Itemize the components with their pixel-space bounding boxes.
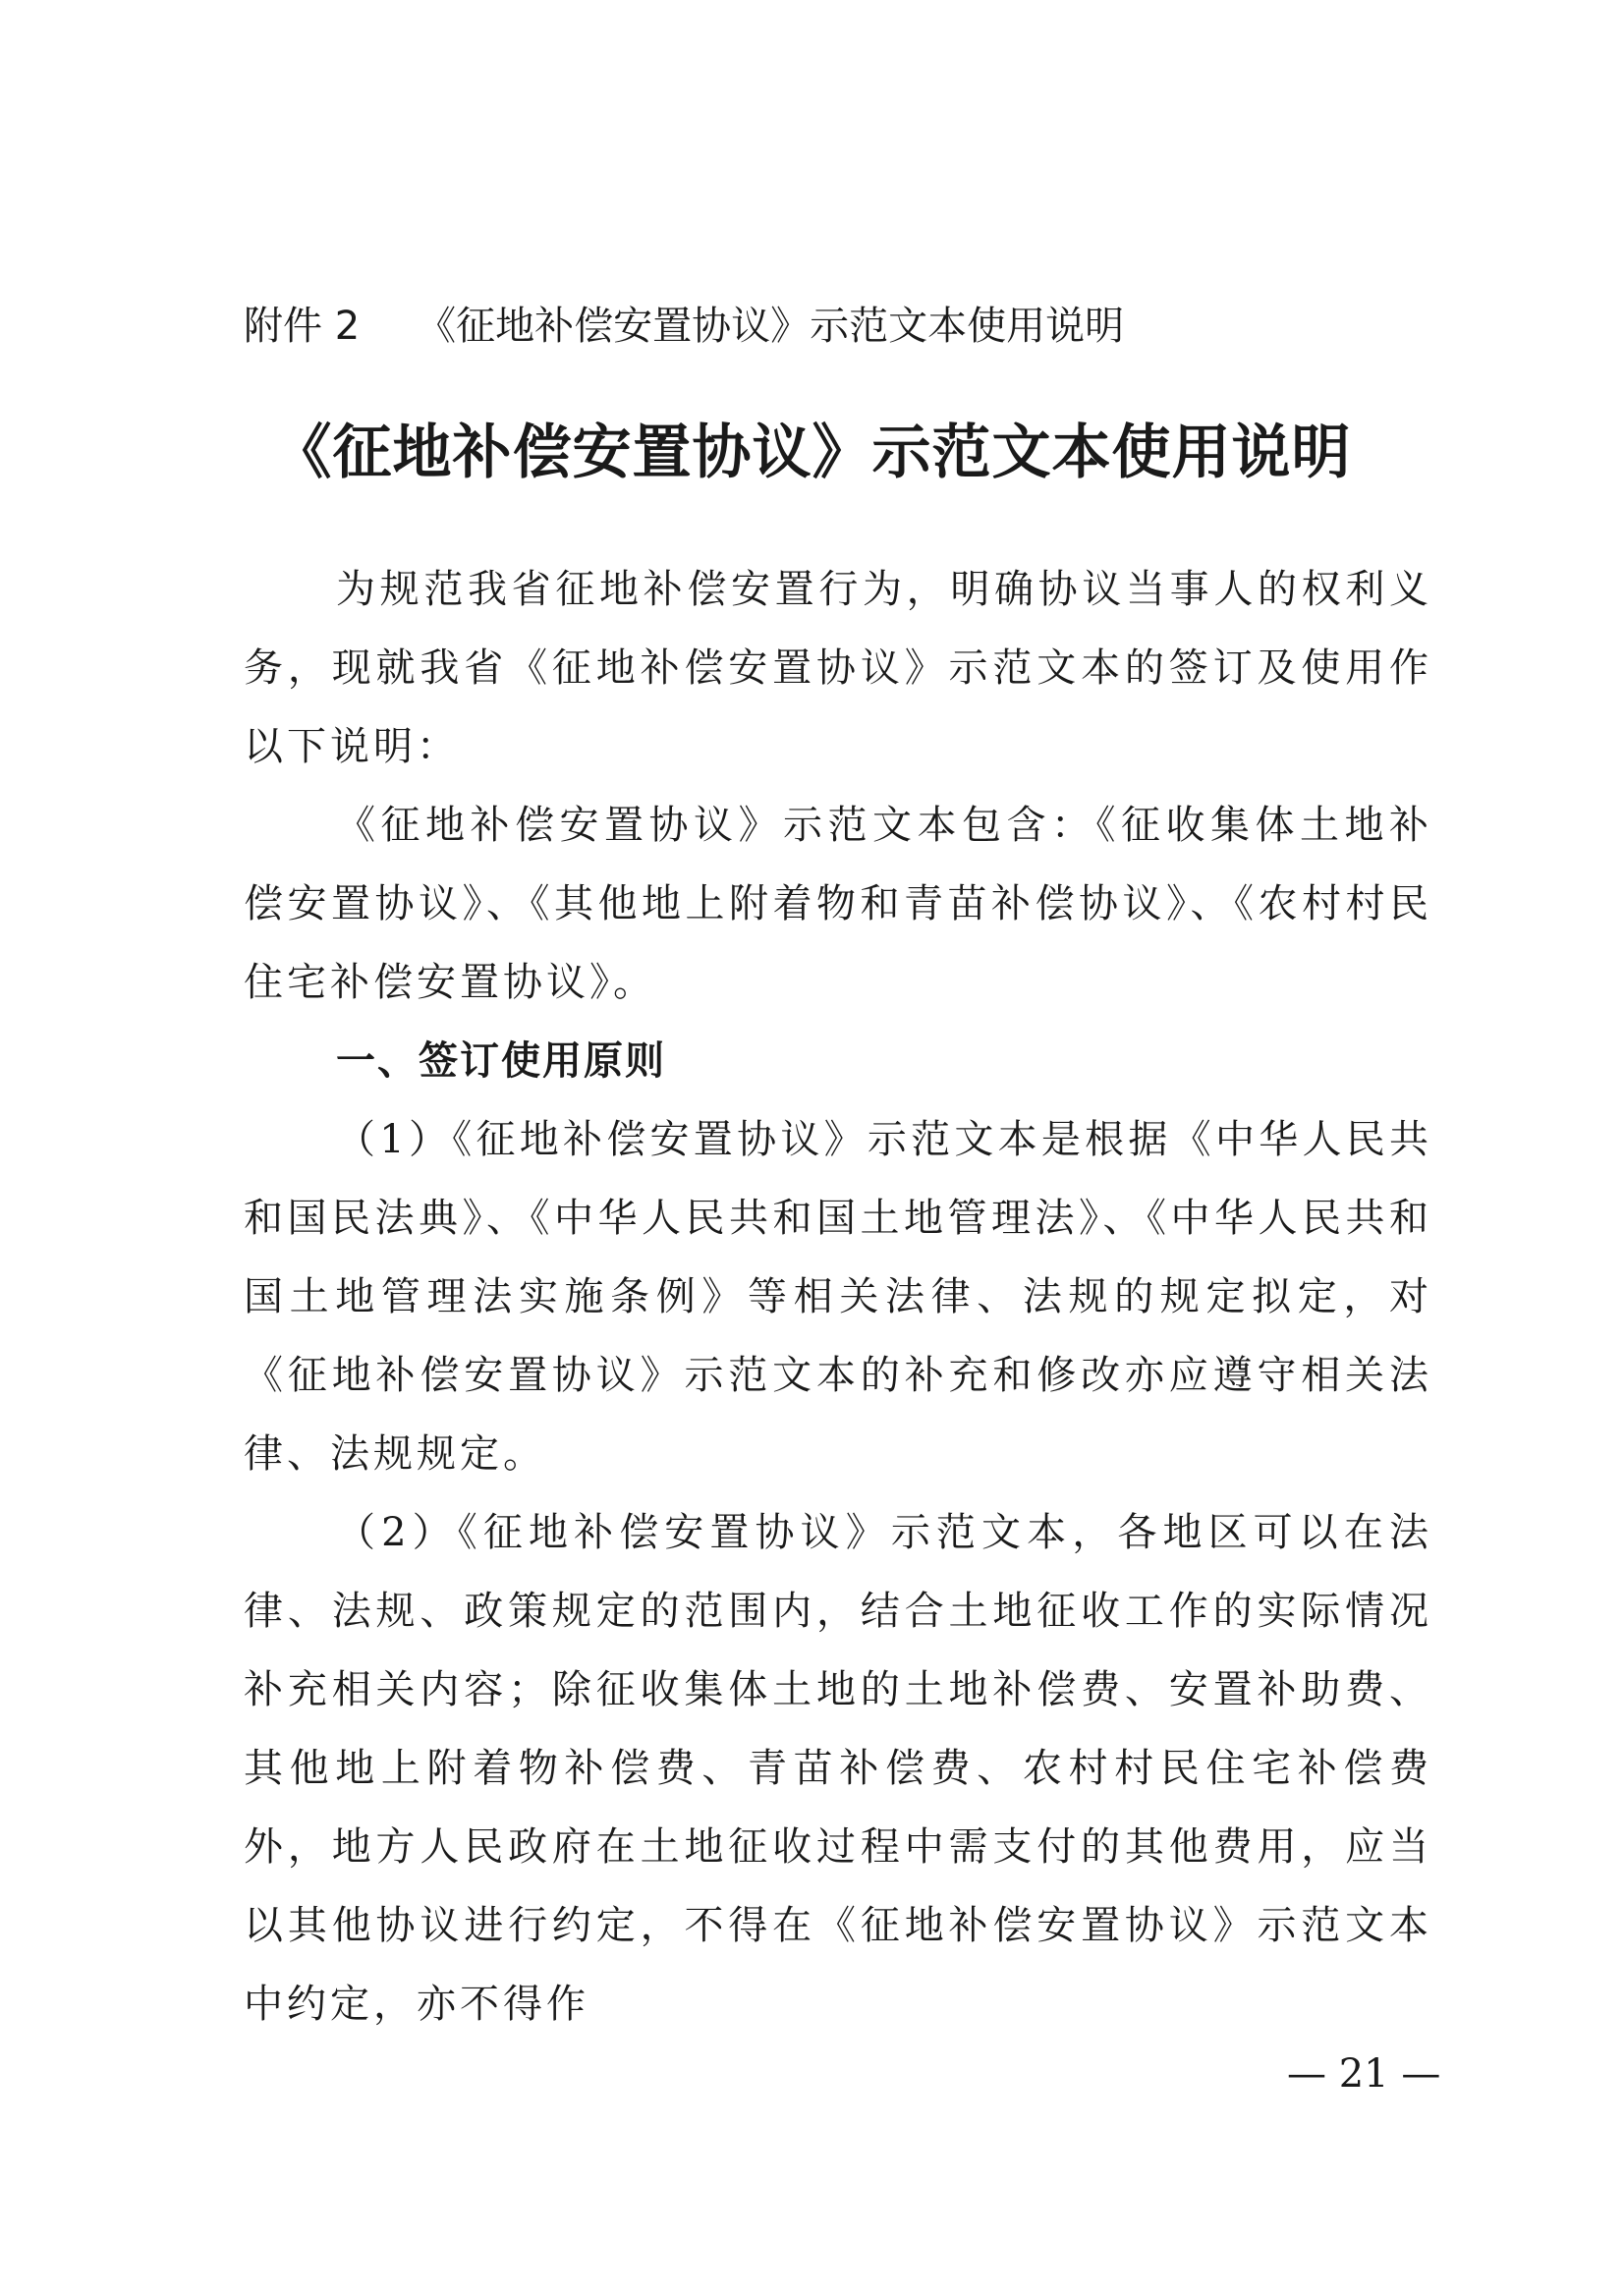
section-heading: 一、签订使用原则 (336, 1038, 666, 1084)
section-paragraph-2: （2）《征地补偿安置协议》示范文本，各地区可以在法律、法规、政策规定的范围内，结合土地征收工作的实际情况补充相关内容；除征收集体土地的土地补偿费、安置补助费、其他地上附着物补偿费、青苗补偿费、农村村民住宅补偿费外，地方人民政府在土地征收过程中需支付的其他费用，应当以其他协议进行约定，不得在《征地补偿安置协议》示范文本中约定，亦不得作 (244, 1510, 1432, 2027)
page-number: — 21 — (1287, 2051, 1441, 2097)
attachment-number: 附件 2 (244, 304, 361, 349)
attachment-label (244, 295, 1124, 358)
attachment-title: 《征地补偿安置协议》示范文本使用说明 (417, 304, 1125, 349)
section-paragraph-1: （1）《征地补偿安置协议》示范文本是根据《中华人民共和国民法典》、《中华人民共和国土地管理法》、《中华人民共和国土地管理法实施条例》等相关法律、法规的规定拟定，对《征地补偿安置协议》示范文本的补充和修改亦应遵守相关法律、法规规定。 (244, 1117, 1432, 1477)
document-body (244, 550, 1432, 2043)
document-title: 《征地补偿安置协议》示范文本使用说明 (272, 419, 1352, 487)
intro-paragraph: 为规范我省征地补偿安置行为，明确协议当事人的权利义务，现就我省《征地补偿安置协议》示范文本的签订及使用作以下说明： (244, 567, 1432, 769)
contents-paragraph: 《征地补偿安置协议》示范文本包含：《征收集体土地补偿安置协议》、《其他地上附着物和青苗补偿协议》、《农村村民住宅补偿安置协议》。 (244, 803, 1432, 1005)
